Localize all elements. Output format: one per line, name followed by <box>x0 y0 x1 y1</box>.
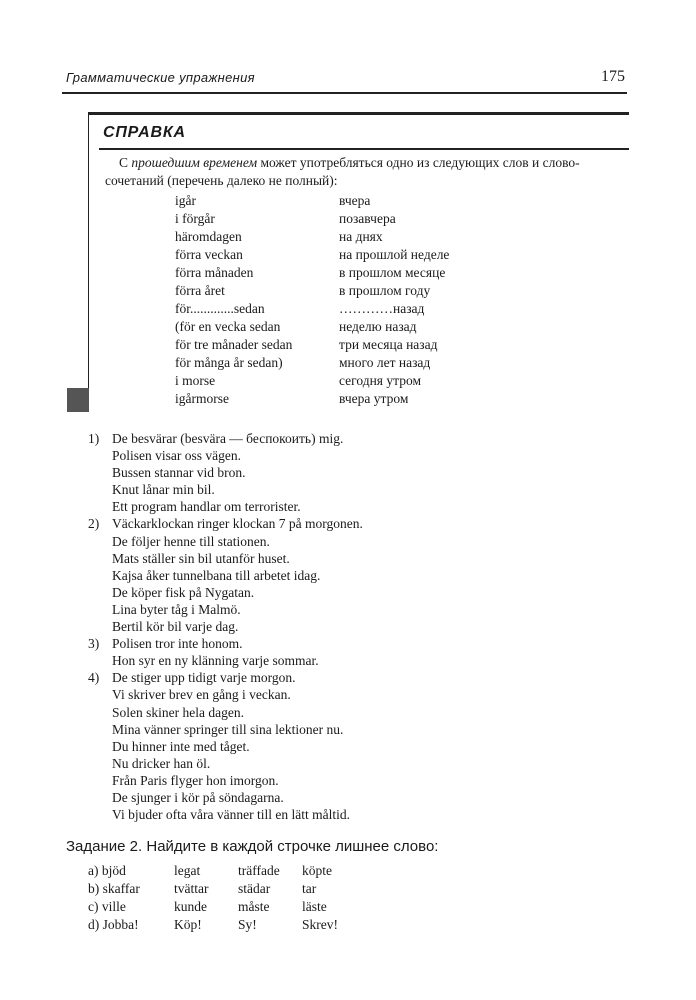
vocab-row <box>175 300 495 318</box>
vocab-swedish: förra månaden <box>175 265 254 280</box>
vocab-swedish: för tre månader sedan <box>175 337 293 352</box>
vocab-russian: три месяца назад <box>339 337 438 352</box>
word-cell: tar <box>302 881 317 896</box>
box-corner-marker <box>67 388 89 412</box>
vocab-russian: вчера утром <box>339 391 409 406</box>
exercise-group-2 <box>88 515 363 635</box>
sentence: De stiger upp tidigt varje morgon. <box>112 670 296 686</box>
exercise-group-1 <box>88 430 363 515</box>
vocab-row <box>175 246 495 264</box>
vocab-row <box>175 336 495 354</box>
exercise-group-3 <box>88 635 363 669</box>
vocab-swedish: häromdagen <box>175 229 242 244</box>
task-label: Задание 2. <box>66 838 143 855</box>
sentence: Vi skriver brev en gång i veckan. <box>112 687 291 703</box>
vocab-swedish: i morse <box>175 373 216 388</box>
sentence: Bussen stannar vid bron. <box>112 465 246 481</box>
sentence: Knut lånar min bil. <box>112 482 215 498</box>
exercise-group-4 <box>88 669 363 823</box>
intro-emphasis: прошедшим временем <box>131 155 258 170</box>
sentence: De besvärar (besvära — беспокоить) mig. <box>112 431 344 446</box>
word-cell: Sy! <box>238 917 257 932</box>
vocab-row <box>175 228 495 246</box>
vocab-russian: в прошлом месяце <box>339 265 446 280</box>
word-row <box>88 880 388 898</box>
word-cell: Skrev! <box>302 917 338 932</box>
vocab-row <box>175 192 495 210</box>
task-2-heading <box>66 838 438 855</box>
word-cell: d) Jobba! <box>88 917 139 932</box>
word-cell: träffade <box>238 863 280 878</box>
page-header <box>62 68 627 94</box>
sentence: De köper fisk på Nygatan. <box>112 584 255 600</box>
sentence: Du hinner inte med tåget. <box>112 738 250 754</box>
reference-box-title: СПРАВКА <box>103 124 186 141</box>
word-row <box>88 916 388 934</box>
sentence: Kajsa åker tunnelbana till arbetet idag. <box>112 567 321 583</box>
sentence: Solen skiner hela dagen. <box>112 704 244 720</box>
vocab-swedish: igårmorse <box>175 391 229 406</box>
vocab-swedish: i förgår <box>175 211 215 226</box>
word-cell: kunde <box>174 899 207 914</box>
sentence: Mina vänner springer till sina lektioner nu. <box>112 721 344 737</box>
word-cell: måste <box>238 899 270 914</box>
word-cell: Köp! <box>174 917 202 932</box>
sentence: Nu dricker han öl. <box>112 755 211 771</box>
sentence: Väckarklockan ringer klockan 7 på morgonen. <box>112 516 363 532</box>
vocab-swedish: förra året <box>175 283 225 298</box>
word-row <box>88 898 388 916</box>
exercise-number: 1) <box>88 431 100 446</box>
sentence: De följer henne till stationen. <box>112 533 270 549</box>
sentence: Mats ställer sin bil utanför huset. <box>112 550 290 566</box>
word-cell: legat <box>174 863 201 878</box>
vocab-russian: на днях <box>339 229 383 244</box>
sentence: Polisen visar oss vägen. <box>112 448 241 464</box>
word-cell: a) bjöd <box>88 863 126 878</box>
vocab-swedish: igår <box>175 193 196 208</box>
box-title-rule <box>99 148 629 150</box>
sentence: Hon syr en ny klänning varje sommar. <box>112 653 319 669</box>
exercise-list <box>88 430 363 823</box>
vocab-russian: на прошлой неделе <box>339 247 450 262</box>
vocab-row <box>175 354 495 372</box>
odd-word-table <box>88 862 388 934</box>
vocabulary-list <box>175 192 495 408</box>
vocab-russian: сегодня утром <box>339 373 421 388</box>
sentence: Från Paris flyger hon imorgon. <box>112 772 279 788</box>
sentence: Ett program handlar om terrorister. <box>112 499 301 515</box>
vocab-swedish: för många år sedan) <box>175 355 283 370</box>
task-instruction: Найдите в каждой строчке лишнее слово: <box>142 838 439 855</box>
vocab-russian: неделю назад <box>339 319 417 334</box>
word-cell: städar <box>238 881 271 896</box>
page-number: 175 <box>601 68 625 85</box>
vocab-russian: позавчера <box>339 211 396 226</box>
vocab-row <box>175 390 495 408</box>
word-cell: c) ville <box>88 899 126 914</box>
vocab-row <box>175 210 495 228</box>
sentence: De sjunger i kör på söndagarna. <box>112 789 284 805</box>
sentence: Bertil kör bil varje dag. <box>112 619 239 635</box>
exercise-number: 2) <box>88 516 100 532</box>
box-top-rule <box>89 112 629 115</box>
exercise-number: 3) <box>88 636 100 652</box>
vocab-row <box>175 318 495 336</box>
vocab-row <box>175 264 495 282</box>
vocab-row <box>175 372 495 390</box>
word-cell: läste <box>302 899 327 914</box>
vocab-russian: …………назад <box>339 301 425 316</box>
vocab-swedish: för.............sedan <box>175 301 265 316</box>
word-row <box>88 862 388 880</box>
vocab-swedish: förra veckan <box>175 247 243 262</box>
sentence: Polisen tror inte honom. <box>112 636 243 652</box>
word-cell: tvättar <box>174 881 209 896</box>
word-cell: b) skaffar <box>88 881 140 896</box>
running-title: Грамматические упражнения <box>66 70 255 85</box>
reference-box <box>88 112 629 412</box>
sentence: Vi bjuder ofta våra vänner till en lätt måltid. <box>112 807 350 823</box>
vocab-russian: много лет назад <box>339 355 431 370</box>
word-cell: köpte <box>302 863 332 878</box>
vocab-swedish: (för en vecka sedan <box>175 319 281 334</box>
vocab-russian: вчера <box>339 193 371 208</box>
vocab-row <box>175 282 495 300</box>
vocab-russian: в прошлом году <box>339 283 431 298</box>
exercise-number: 4) <box>88 670 100 686</box>
reference-intro: С прошедшим временем может употребляться одно из следующих слов и слово-сочетаний (перечень далеко не полный): <box>105 155 580 188</box>
sentence: Lina byter tåg i Malmö. <box>112 601 241 617</box>
